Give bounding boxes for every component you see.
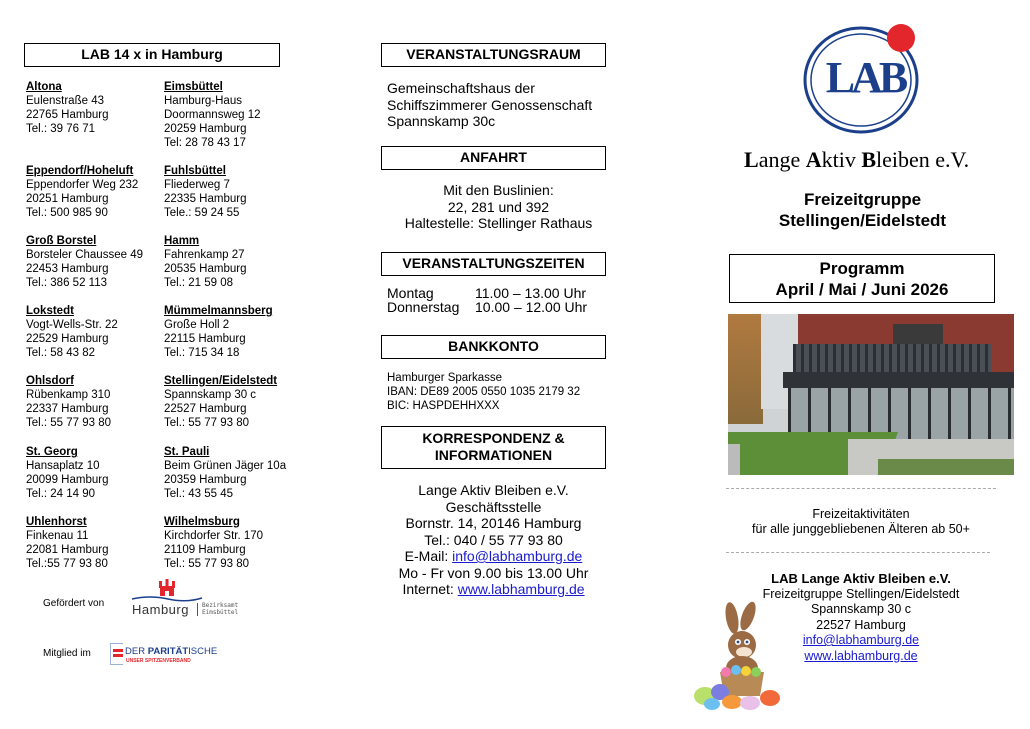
- org-initial: L: [744, 147, 759, 172]
- branch-name: Uhlenhorst: [26, 516, 87, 528]
- footer-email-link[interactable]: info@labhamburg.de: [802, 633, 920, 647]
- hamburg-castle-icon: [130, 578, 245, 604]
- easter-bunny-icon: [690, 600, 790, 710]
- venue-text: [387, 80, 592, 130]
- contact-web-row: [381, 581, 606, 598]
- branch-detail-line: Hansaplatz 10: [26, 460, 100, 472]
- times-row: [387, 300, 587, 314]
- branch-detail-line: Rübenkamp 310: [26, 389, 111, 401]
- venue-heading: VERANSTALTUNGSRAUM: [381, 43, 606, 67]
- branch-detail-line: 22081 Hamburg: [26, 544, 109, 556]
- branch-detail-line: Vogt-Wells-Str. 22: [26, 319, 118, 331]
- branch-detail-line: Tel: 28 78 43 17: [164, 137, 246, 149]
- branch-entry: [164, 164, 246, 220]
- contact-line: Geschäftsstelle: [445, 498, 542, 515]
- group-title: [730, 189, 995, 231]
- branch-detail-line: 20099 Hamburg: [26, 474, 109, 486]
- branch-entry: [26, 445, 108, 501]
- branch-detail-line: Tel.: 55 77 93 80: [164, 558, 250, 570]
- branch-detail-line: 20359 Hamburg: [164, 474, 247, 486]
- footer-web-link[interactable]: www.labhamburg.de: [804, 648, 918, 663]
- venue-photo: [728, 314, 1014, 475]
- branch-detail-line: Tel.: 24 14 90: [26, 488, 96, 500]
- branch-detail-line: 22527 Hamburg: [164, 403, 247, 415]
- email-label: E-Mail:: [404, 548, 453, 564]
- branch-entry: [26, 515, 108, 571]
- contact-line: Lange Aktiv Bleiben e.V.: [418, 482, 569, 498]
- branch-detail-line: Tel.: 500 985 90: [26, 207, 108, 219]
- hamburg-logo-district1: Bezirksamt: [202, 602, 239, 609]
- hamburg-logo-name: Hamburg: [132, 602, 189, 617]
- directions-heading: ANFAHRT: [381, 146, 606, 170]
- org-initial: B: [861, 147, 877, 172]
- program-heading: [729, 254, 995, 303]
- branch-name: Eimsbüttel: [164, 81, 223, 93]
- branch-detail-line: 22453 Hamburg: [26, 263, 109, 275]
- branch-entry: [164, 374, 277, 430]
- branch-entry: [164, 515, 263, 571]
- hamburg-logo: [130, 578, 245, 620]
- bank-line: BIC: HASPDEHHXXX: [387, 400, 500, 412]
- branch-detail-line: Tel.: 58 43 82: [26, 347, 96, 359]
- branch-name: Stellingen/Eidelstedt: [164, 375, 278, 387]
- branch-detail-line: 20251 Hamburg: [26, 193, 109, 205]
- footer-street: Spannskamp 30 c: [810, 602, 912, 616]
- lab-logo: [803, 22, 923, 134]
- branch-detail-line: 22337 Hamburg: [26, 403, 109, 415]
- branch-detail-line: 22765 Hamburg: [26, 109, 109, 121]
- contact-heading: [381, 426, 606, 469]
- times-row: [387, 286, 587, 300]
- branch-entry: [26, 304, 118, 360]
- times-heading: VERANSTALTUNGSZEITEN: [381, 252, 606, 276]
- program-title: Programm: [819, 259, 905, 278]
- branch-detail-line: Tel.: 43 55 45: [164, 488, 234, 500]
- paritaetische-name-c: ISCHE: [188, 646, 218, 657]
- branch-detail-line: Hamburg-Haus: [164, 95, 242, 107]
- paritaetische-name-b: PARITÄT: [147, 646, 189, 657]
- org-word: leiben e.V.: [876, 147, 970, 172]
- branch-detail-line: Tel.: 21 59 08: [164, 277, 234, 289]
- branch-detail-line: Tel.: 55 77 93 80: [164, 417, 250, 429]
- member-label: Mitglied im: [43, 648, 91, 659]
- branch-detail-line: Tel.: 715 34 18: [164, 347, 240, 359]
- lab-logo-text: LAB: [825, 53, 905, 102]
- bank-heading: BANKKONTO: [381, 335, 606, 359]
- branch-detail-line: 22335 Hamburg: [164, 193, 247, 205]
- branch-detail-line: Eppendorfer Weg 232: [26, 179, 139, 191]
- contact-heading-line: KORRESPONDENZ &: [422, 430, 565, 446]
- program-period: April / Mai / Juni 2026: [775, 280, 949, 299]
- directions-line: 22, 281 und 392: [447, 198, 550, 215]
- web-label: Internet:: [402, 581, 458, 597]
- branch-entry: [164, 234, 246, 290]
- branch-detail-line: Tele.: 59 24 55: [164, 207, 240, 219]
- branch-name: Wilhelmsburg: [164, 516, 240, 528]
- branch-entry: [164, 304, 273, 360]
- venue-line: Gemeinschaftshaus der: [387, 80, 535, 96]
- venue-line: Schiffszimmerer Genossenschaft: [387, 96, 593, 113]
- branch-detail-line: 20259 Hamburg: [164, 123, 247, 135]
- branch-name: Ohlsdorf: [26, 375, 74, 387]
- branch-name: St. Georg: [26, 446, 78, 458]
- branch-name: Mümmelmannsberg: [164, 305, 273, 317]
- branch-entry: [26, 164, 138, 220]
- times-range: 10.00 – 12.00 Uhr: [475, 299, 588, 315]
- group-title-line: Stellingen/Eidelstedt: [778, 211, 947, 230]
- branch-name: Hamm: [164, 235, 200, 247]
- branch-name: Eppendorf/Hoheluft: [26, 165, 134, 177]
- tagline: [730, 507, 992, 537]
- times-range: 11.00 – 13.00 Uhr: [475, 285, 587, 301]
- branch-detail-line: 20535 Hamburg: [164, 263, 247, 275]
- paritaetische-logo: [110, 643, 225, 668]
- branch-detail-line: Spannskamp 30 c: [164, 389, 257, 401]
- separator-bottom: [726, 552, 990, 553]
- branch-detail-line: Finkenau 11: [26, 530, 89, 542]
- tagline-line: Freizeitaktivitäten: [812, 507, 910, 521]
- bank-line: Hamburger Sparkasse: [387, 372, 503, 384]
- branch-entry: [164, 80, 261, 150]
- org-name: [744, 147, 969, 173]
- paritaetische-name-a: DER: [125, 646, 148, 657]
- branch-detail-line: Borsteler Chaussee 49: [26, 249, 143, 261]
- bank-text: [387, 371, 580, 413]
- branch-entry: [26, 374, 111, 430]
- tagline-line: für alle junggebliebenen Älteren ab 50+: [752, 522, 970, 536]
- contact-heading-line: INFORMATIONEN: [434, 447, 553, 463]
- contact-line: Tel.: 040 / 55 77 93 80: [424, 531, 563, 548]
- branch-detail-line: Fliederweg 7: [164, 179, 230, 191]
- branch-name: Lokstedt: [26, 305, 74, 317]
- branch-detail-line: 22115 Hamburg: [164, 333, 246, 345]
- org-initial: A: [805, 147, 822, 172]
- venue-line: Spannskamp 30c: [387, 113, 496, 129]
- branch-detail-line: Eulenstraße 43: [26, 95, 104, 107]
- branch-detail-line: Tel.:55 77 93 80: [26, 558, 108, 570]
- sponsor-label: Gefördert von: [43, 598, 105, 609]
- contact-web-link[interactable]: www.labhamburg.de: [457, 581, 585, 597]
- branch-entry: [164, 445, 286, 501]
- branch-detail-line: Große Holl 2: [164, 319, 230, 331]
- branch-entry: [26, 234, 143, 290]
- directions-line: Haltestelle: Stellinger Rathaus: [404, 215, 593, 231]
- contact-line: Bornstr. 14, 20146 Hamburg: [405, 515, 582, 531]
- branch-detail-line: Doormannsweg 12: [164, 109, 261, 121]
- times-day: Donnerstag: [387, 299, 460, 315]
- branch-detail-line: 21109 Hamburg: [164, 544, 246, 556]
- branch-name: Fuhlsbüttel: [164, 165, 226, 177]
- contact-email-row: [381, 548, 606, 565]
- branch-name: Altona: [26, 81, 62, 93]
- group-title-line: Freizeitgruppe: [803, 190, 922, 209]
- hamburg-logo-district2: Eimsbüttel: [202, 609, 239, 616]
- branch-detail-line: Tel.: 386 52 113: [26, 277, 107, 289]
- branches-heading: LAB 14 x in Hamburg: [24, 43, 280, 67]
- branch-detail-line: 22529 Hamburg: [26, 333, 109, 345]
- paritaetische-tagline: UNSER SPITZENVERBAND: [126, 658, 191, 664]
- hamburg-logo-divider: [197, 603, 198, 616]
- branch-entry: [26, 80, 108, 136]
- times-table: [387, 286, 587, 314]
- bank-line: IBAN: DE89 2005 0550 1035 2179 32: [387, 386, 581, 398]
- branch-name: St. Pauli: [164, 446, 210, 458]
- footer-org: LAB Lange Aktiv Bleiben e.V.: [771, 571, 951, 586]
- footer-group: Freizeitgruppe Stellingen/Eidelstedt: [762, 586, 960, 601]
- easter-bunny-illustration: [690, 600, 790, 710]
- directions-line: Mit den Buslinien:: [443, 182, 554, 198]
- contact-text: [381, 482, 606, 598]
- branch-detail-line: Beim Grünen Jäger 10a: [164, 460, 287, 472]
- contact-hours: Mo - Fr von 9.00 bis 13.00 Uhr: [398, 564, 589, 581]
- directions-text: [381, 182, 616, 232]
- branch-detail-line: Fahrenkamp 27: [164, 249, 245, 261]
- org-word: ange: [758, 147, 806, 172]
- branch-detail-line: Tel.: 55 77 93 80: [26, 417, 112, 429]
- contact-email-link[interactable]: info@labhamburg.de: [452, 548, 583, 564]
- branch-detail-line: Kirchdorfer Str. 170: [164, 530, 264, 542]
- org-word: ktiv: [821, 147, 862, 172]
- footer-city: 22527 Hamburg: [816, 617, 906, 632]
- times-day: Montag: [387, 285, 434, 301]
- branch-detail-line: Tel.: 39 76 71: [26, 123, 96, 135]
- branch-name: Groß Borstel: [26, 235, 97, 247]
- separator-top: [726, 488, 996, 489]
